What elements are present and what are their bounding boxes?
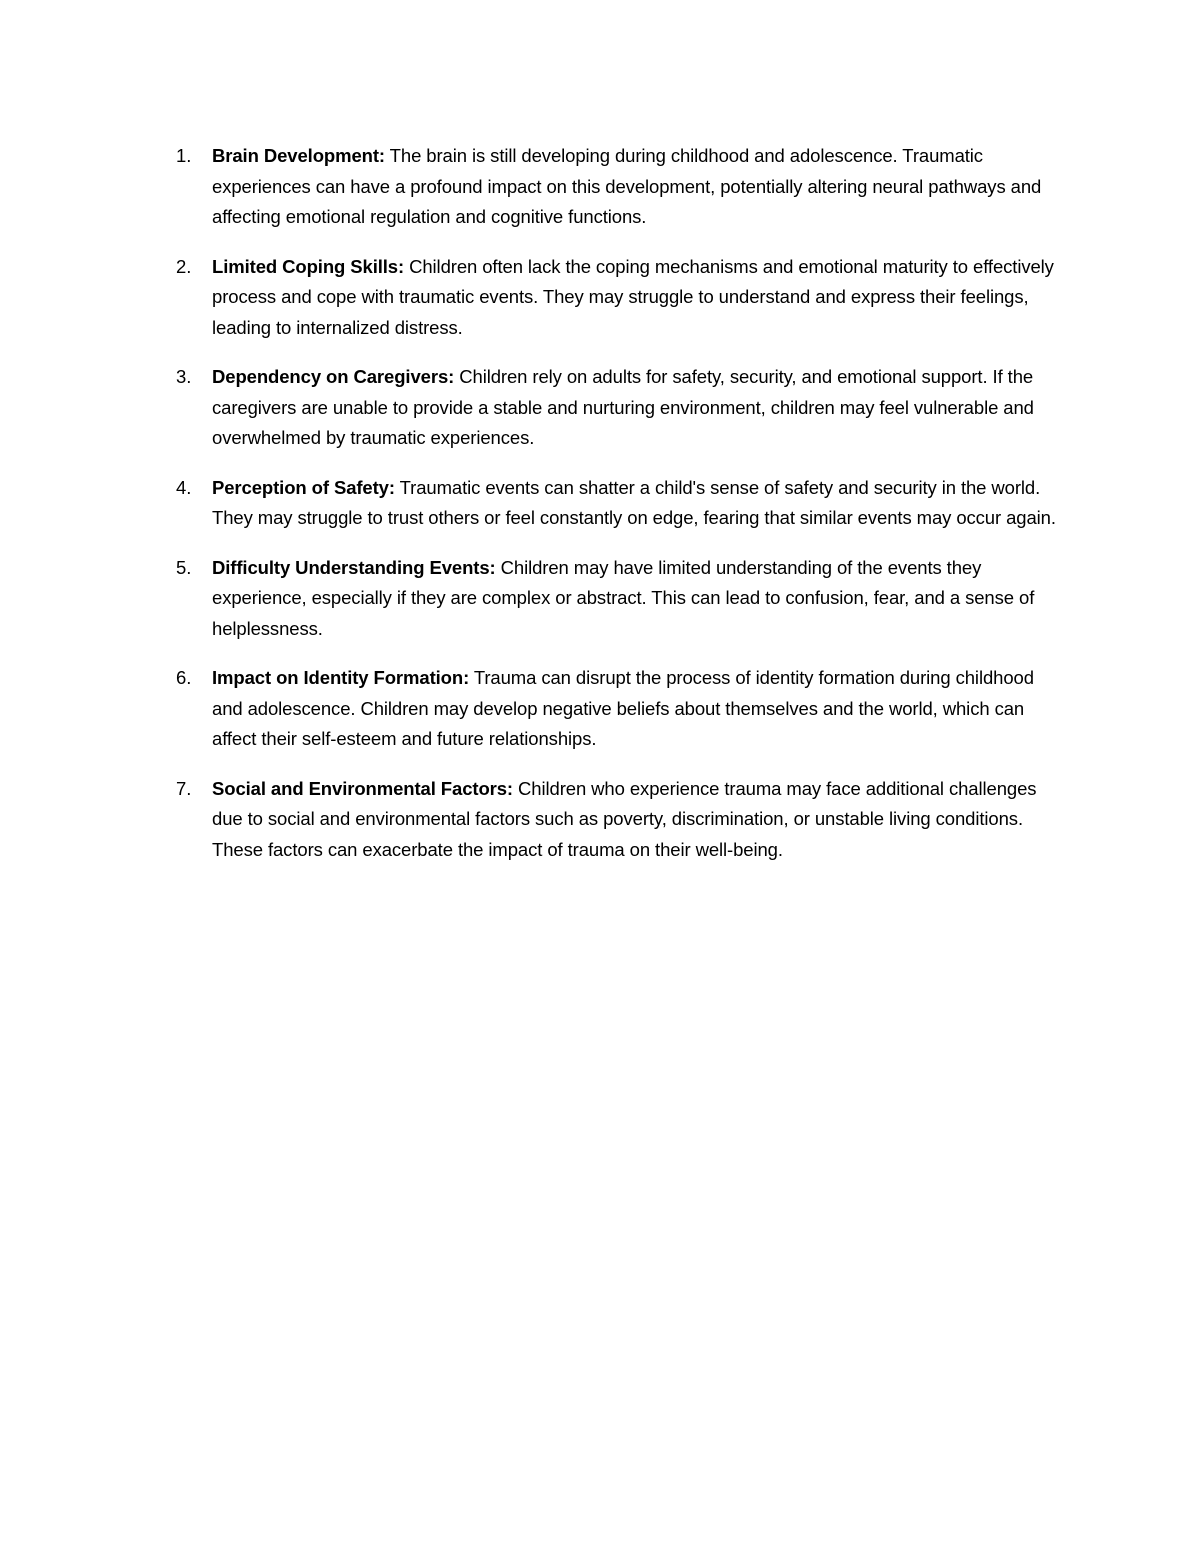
item-number: 7. [176, 777, 192, 799]
item-term: Dependency on Caregivers: [212, 366, 455, 387]
item-term: Social and Environmental Factors: [212, 777, 513, 799]
item-term: Impact on Identity Formation: [212, 667, 470, 688]
numbered-list [176, 141, 1056, 884]
list-item [176, 362, 1056, 454]
item-text: Traumatic events can shatter a child's sense of safety and security in the world. They may struggle to trust others or feel constantly on edge, fearing that similar events may occur again. [212, 476, 1056, 528]
item-text: Children who experience trauma may face additional challenges due to social and environmental factors such as poverty, discrimination, or unstable living conditions. These factors can exacerbate the impact of trauma on their well-being. [212, 777, 1037, 860]
list-item [176, 553, 1056, 645]
item-term: Perception of Safety: [212, 476, 395, 498]
item-term: Limited Coping Skills: [212, 255, 405, 277]
item-number: 5. [176, 556, 192, 578]
item-number: 1. [176, 145, 192, 166]
item-text: Children rely on adults for safety, security, and emotional support. If the caregivers are unable to provide a stable and nurturing environment, children may feel vulnerable and overwhelmed by traumatic experiences. [212, 366, 1034, 448]
list-item [176, 774, 1056, 866]
list-item [176, 252, 1056, 344]
item-text: Trauma can disrupt the process of identity formation during childhood and adolescence. Children may develop negative beliefs about themselves and the world, which can affect their self-esteem and future relationships. [212, 667, 1034, 749]
item-term: Difficulty Understanding Events: [212, 556, 496, 578]
item-term: Brain Development: [212, 145, 385, 166]
item-number: 6. [176, 667, 192, 688]
list-item [176, 473, 1056, 534]
list-item [176, 663, 1056, 755]
item-text: Children may have limited understanding of the events they experience, especially if they are complex or abstract. This can lead to confusion, fear, and a sense of helplessness. [212, 556, 1035, 639]
item-number: 4. [176, 476, 192, 498]
list-item [176, 141, 1056, 233]
item-number: 3. [176, 366, 192, 387]
item-number: 2. [176, 255, 192, 277]
item-text: Children often lack the coping mechanisms and emotional maturity to effectively process and cope with traumatic events. They may struggle to understand and express their feelings, leading to internalized distress. [212, 255, 1054, 338]
item-text: The brain is still developing during childhood and adolescence. Traumatic experiences can have a profound impact on this development, potentially altering neural pathways and affecting emotional regulation and cognitive functions. [212, 145, 1042, 227]
